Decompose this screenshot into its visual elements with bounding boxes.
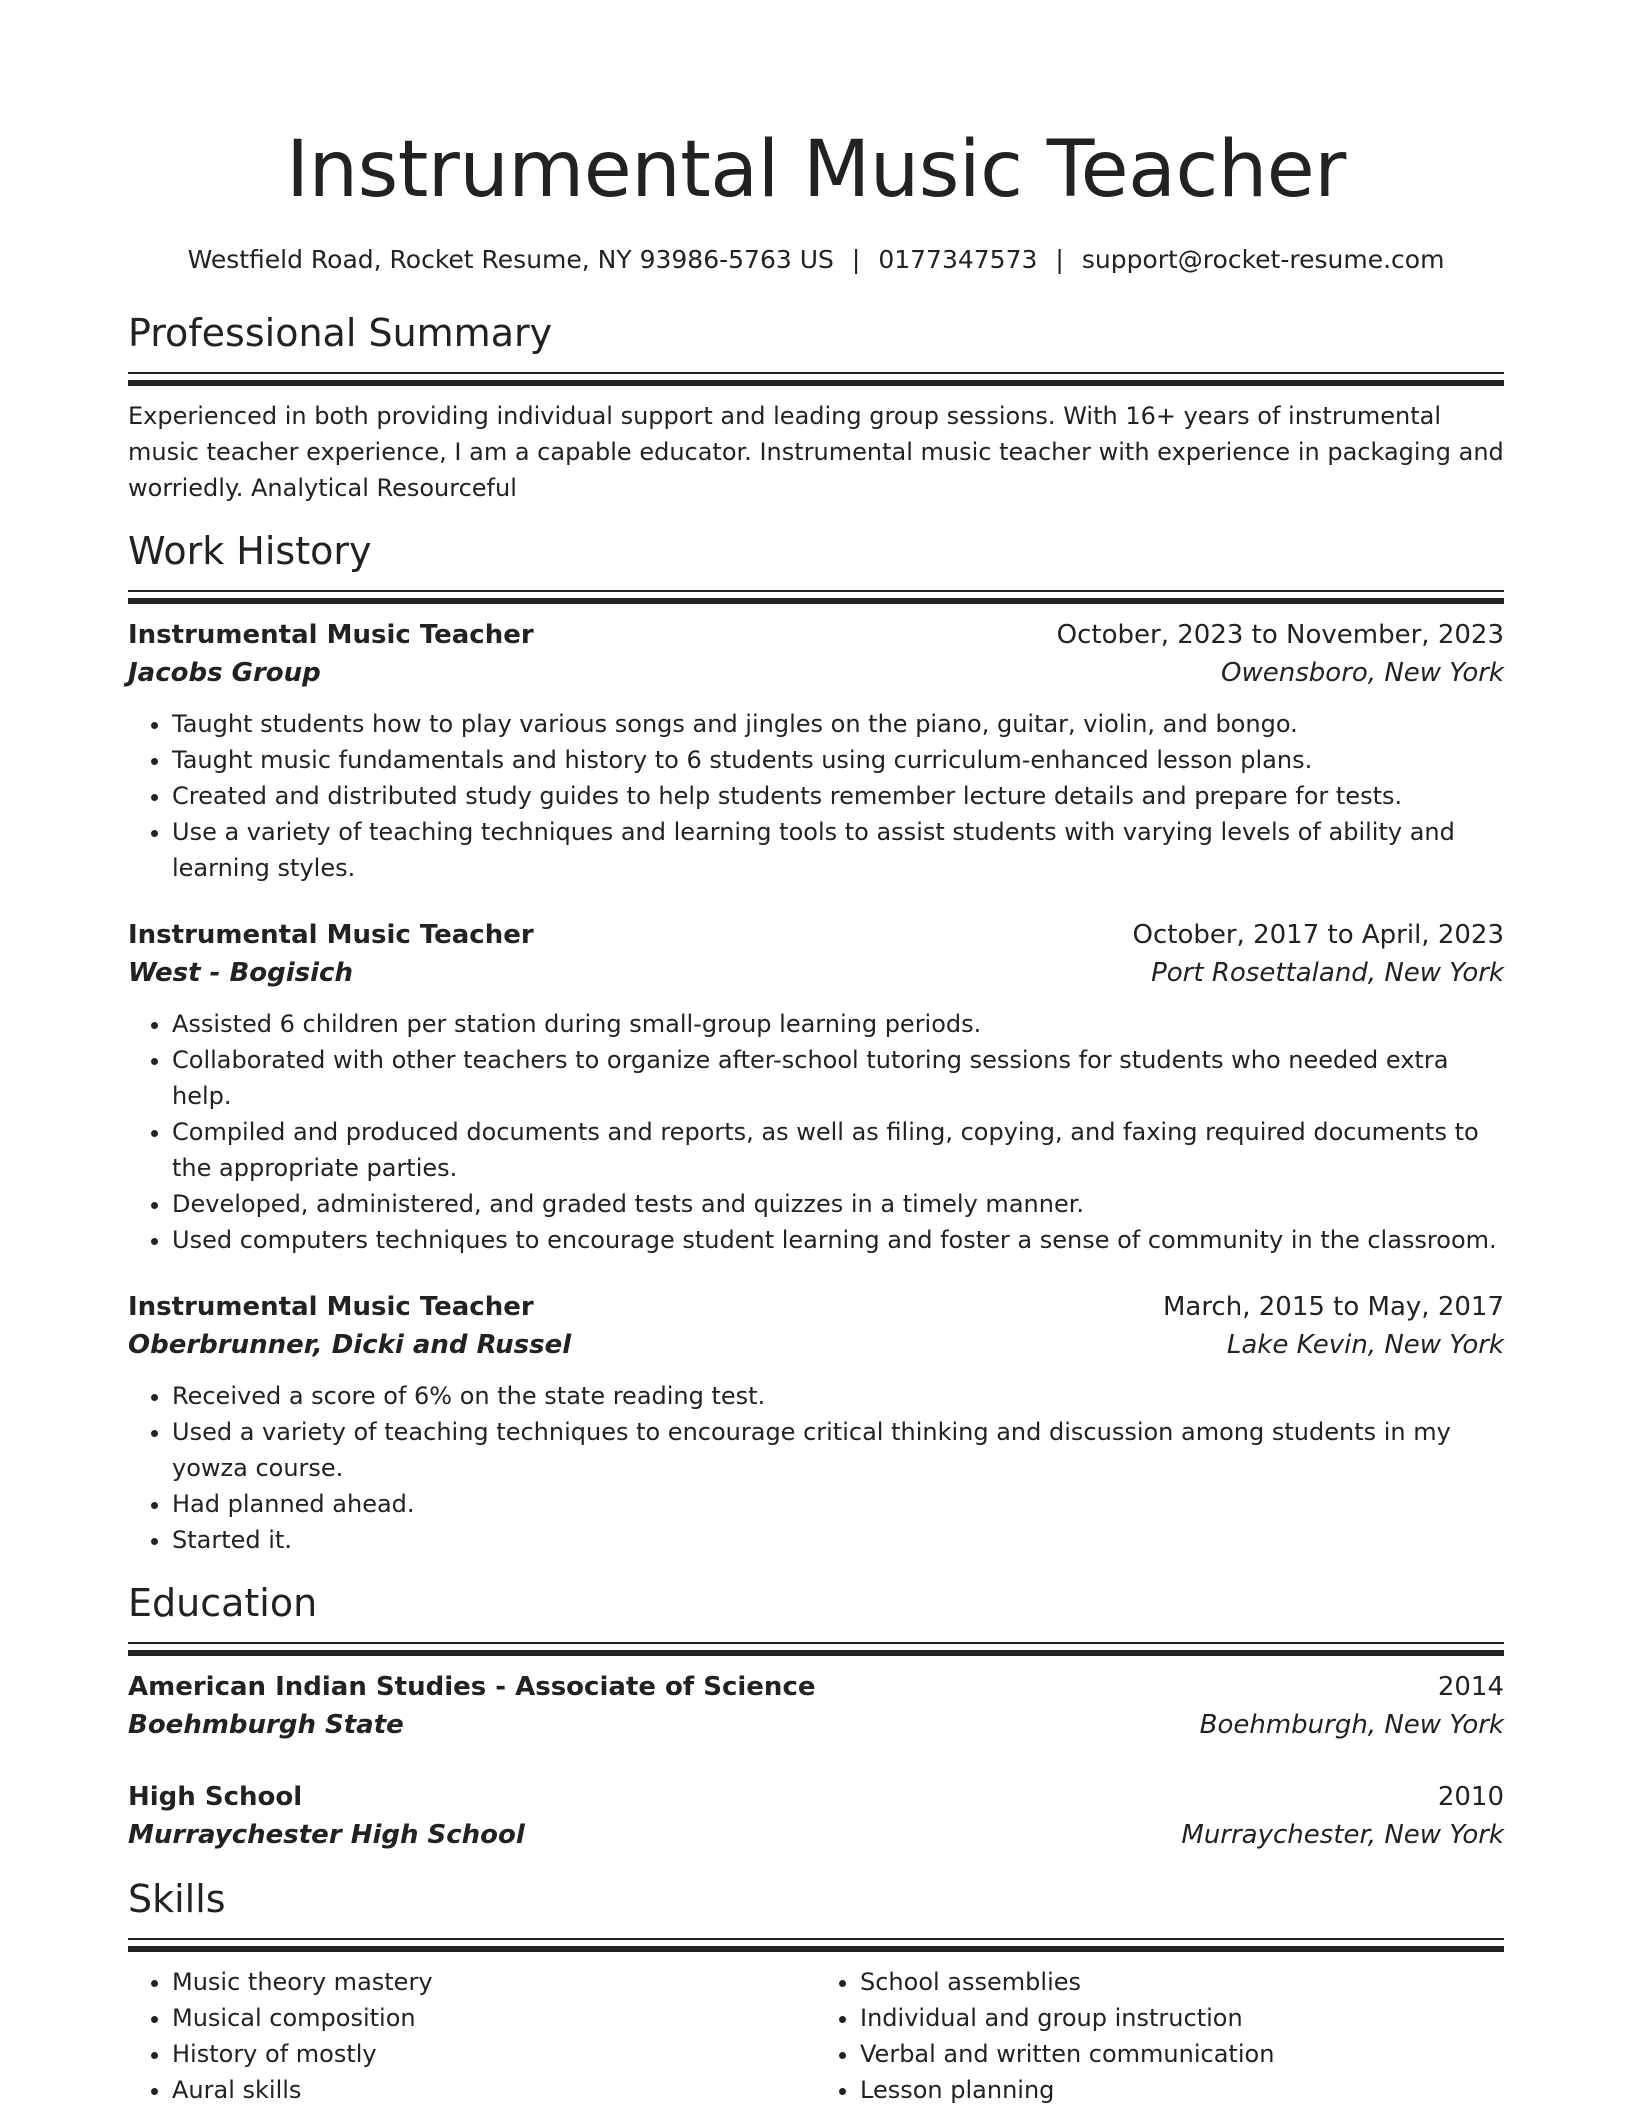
skills-list-left bbox=[128, 1964, 816, 2108]
education-location: Murraychester, New York bbox=[1181, 1820, 1504, 1850]
education-degree: High School bbox=[128, 1782, 303, 1812]
job-location: Lake Kevin, New York bbox=[1226, 1330, 1504, 1360]
job-bullets bbox=[128, 706, 1504, 886]
skill-item: • School assemblies bbox=[860, 1964, 1504, 2000]
job-company: West - Bogisich bbox=[128, 958, 353, 988]
list-item: • Assisted 6 children per station during small-group learning periods. bbox=[172, 1006, 1504, 1042]
list-item: • Collaborated with other teachers to organize after-school tutoring sessions for students who needed extra help. bbox=[172, 1042, 1504, 1114]
list-item: • Used a variety of teaching techniques to encourage critical thinking and discussion among students in my yowza course. bbox=[172, 1414, 1504, 1486]
skill-item: • Musical composition bbox=[172, 2000, 816, 2036]
job-title: Instrumental Music Teacher bbox=[128, 1292, 534, 1322]
education-year: 2010 bbox=[1437, 1782, 1504, 1812]
job-entry bbox=[128, 1288, 1504, 1558]
skill-item: • Aural skills bbox=[172, 2072, 816, 2108]
job-dates: October, 2017 to April, 2023 bbox=[1132, 920, 1504, 950]
skill-item: • History of mostly bbox=[172, 2036, 816, 2072]
contact-address: Westfield Road, Rocket Resume, NY 93986-5763 US bbox=[187, 245, 834, 274]
contact-phone: 0177347573 bbox=[878, 245, 1038, 274]
skill-item: • Music theory mastery bbox=[172, 1964, 816, 2000]
list-item: • Created and distributed study guides to help students remember lecture details and prepare for tests. bbox=[172, 778, 1504, 814]
education-school: Boehmburgh State bbox=[128, 1710, 404, 1740]
education-location: Boehmburgh, New York bbox=[1199, 1710, 1504, 1740]
section-title-education: Education bbox=[128, 1581, 318, 1625]
list-item: • Had planned ahead. bbox=[172, 1486, 1504, 1522]
list-item: • Received a score of 6% on the state reading test. bbox=[172, 1378, 1504, 1414]
summary-text: Experienced in both providing individual support and leading group sessions. With 16+ years of instrumental music teacher experience, I am a capable educator. Instrumental music teacher with experience in packaging and worriedly. Analytical Resourceful bbox=[128, 402, 1504, 502]
list-item: • Use a variety of teaching techniques and learning tools to assist students with varying levels of ability and learning styles. bbox=[172, 814, 1504, 886]
education-degree: American Indian Studies - Associate of Science bbox=[128, 1672, 816, 1702]
education-section bbox=[128, 1578, 1504, 1854]
list-item: • Developed, administered, and graded tests and quizzes in a timely manner. bbox=[172, 1186, 1504, 1222]
section-title-skills: Skills bbox=[128, 1877, 226, 1921]
list-item: • Started it. bbox=[172, 1522, 1504, 1558]
job-bullets bbox=[128, 1006, 1504, 1258]
job-title: Instrumental Music Teacher bbox=[128, 620, 534, 650]
education-entry bbox=[128, 1668, 1504, 1744]
contact-line bbox=[128, 242, 1504, 278]
job-location: Owensboro, New York bbox=[1221, 658, 1504, 688]
section-title-work: Work History bbox=[128, 529, 372, 573]
section-divider bbox=[128, 372, 1504, 384]
job-entry bbox=[128, 916, 1504, 1258]
skills-section bbox=[128, 1874, 1504, 2108]
job-company: Oberbrunner, Dicki and Russel bbox=[128, 1330, 572, 1360]
job-entry bbox=[128, 616, 1504, 886]
resume-name: Instrumental Music Teacher bbox=[286, 125, 1346, 215]
job-title: Instrumental Music Teacher bbox=[128, 920, 534, 950]
skills-list-right bbox=[816, 1964, 1504, 2108]
list-item: • Used computers techniques to encourage student learning and foster a sense of community in the classroom. bbox=[172, 1222, 1504, 1258]
section-divider bbox=[128, 590, 1504, 602]
job-dates: March, 2015 to May, 2017 bbox=[1162, 1292, 1504, 1322]
skill-item: • Individual and group instruction bbox=[860, 2000, 1504, 2036]
list-item: • Taught students how to play various songs and jingles on the piano, guitar, violin, and bongo. bbox=[172, 706, 1504, 742]
education-entry bbox=[128, 1778, 1504, 1854]
contact-separator: | bbox=[1055, 245, 1064, 274]
section-divider bbox=[128, 1642, 1504, 1654]
section-divider bbox=[128, 1938, 1504, 1950]
education-year: 2014 bbox=[1437, 1672, 1504, 1702]
skill-item: • Lesson planning bbox=[860, 2072, 1504, 2108]
list-item: • Compiled and produced documents and reports, as well as filing, copying, and faxing required documents to the appropriate parties. bbox=[172, 1114, 1504, 1186]
skills-columns bbox=[128, 1964, 1504, 2108]
job-dates: October, 2023 to November, 2023 bbox=[1056, 620, 1504, 650]
summary-section bbox=[128, 308, 1504, 506]
contact-email: support@rocket-resume.com bbox=[1081, 245, 1445, 274]
job-bullets bbox=[128, 1378, 1504, 1558]
education-school: Murraychester High School bbox=[128, 1820, 525, 1850]
list-item: • Taught music fundamentals and history to 6 students using curriculum-enhanced lesson plans. bbox=[172, 742, 1504, 778]
work-section bbox=[128, 526, 1504, 1558]
contact-separator: | bbox=[851, 245, 861, 274]
job-company: Jacobs Group bbox=[128, 658, 321, 688]
job-location: Port Rosettaland, New York bbox=[1151, 958, 1504, 988]
skill-item: • Verbal and written communication bbox=[860, 2036, 1504, 2072]
section-title-summary: Professional Summary bbox=[128, 311, 553, 355]
